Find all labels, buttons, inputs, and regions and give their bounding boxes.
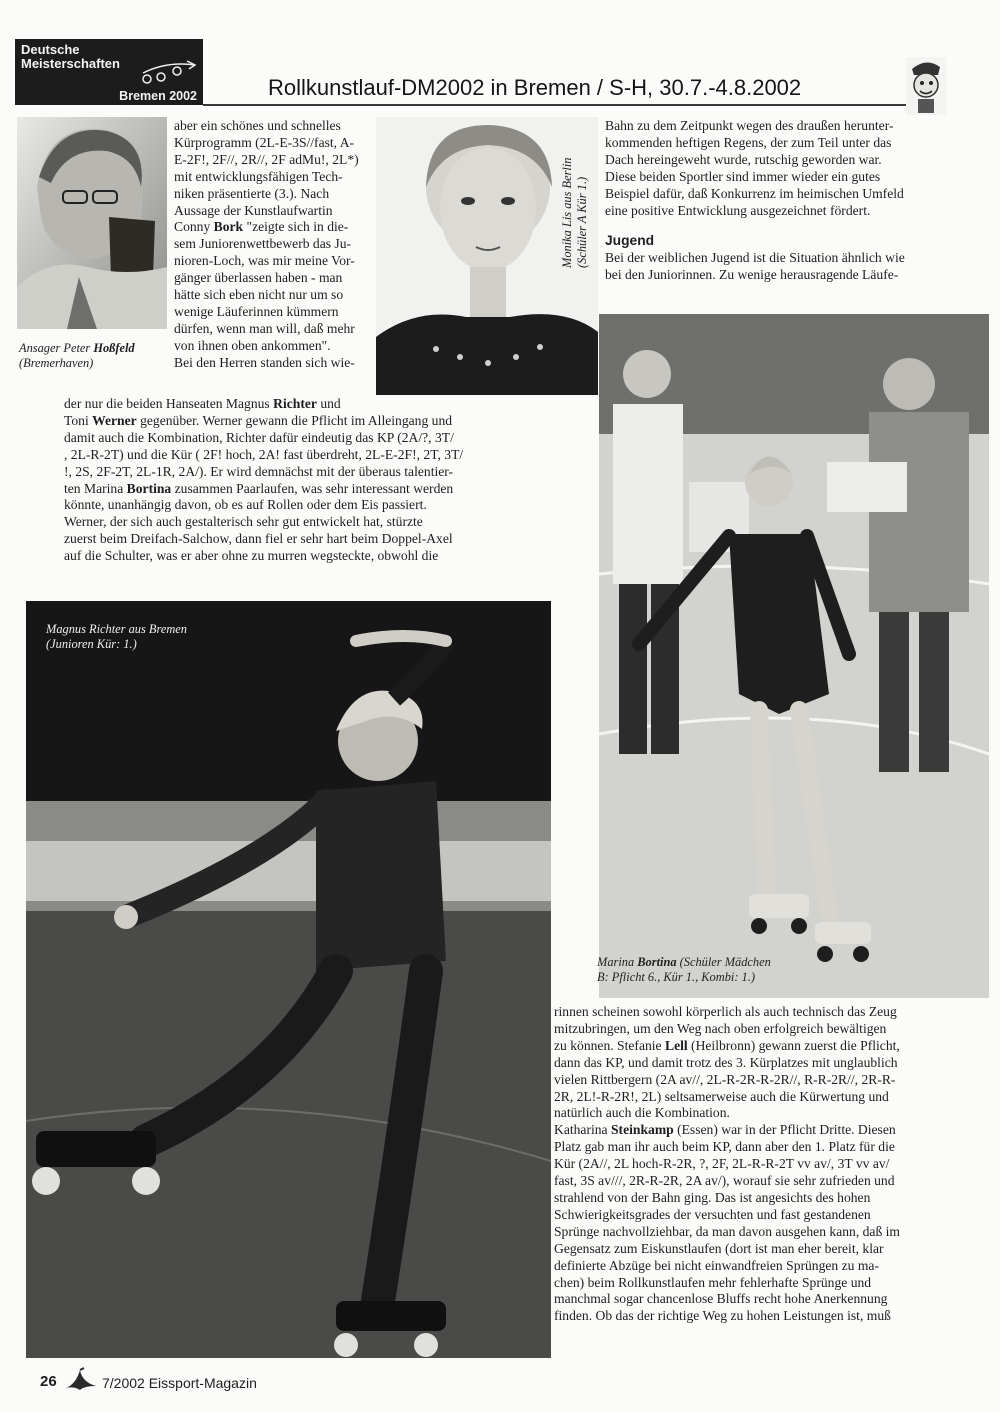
text-line: Gegensatz zum Eiskunstlaufen (dort ist man eher bereit, klar	[554, 1240, 884, 1256]
text-line: nioren-Loch, was mir meine Vor-	[174, 253, 355, 269]
text-line: Kür (2A//, 2L hoch-R-2R, ?, 2F, 2L-R-R-2T vv av/, 3T vv av/	[554, 1156, 890, 1172]
text-fragment: und	[316, 396, 341, 411]
article-column-bottom	[554, 1004, 934, 1325]
article-column-1	[174, 118, 370, 372]
text-line: Schwierigkeitsgrades der versuchten und fast gestandenen	[554, 1206, 871, 1222]
text-line: hätte sich eben nicht nur um so	[174, 287, 344, 303]
badge-line-1: Deutsche	[21, 42, 80, 57]
text-line: niken präsentierte (3.). Nach	[174, 185, 330, 201]
badge-line-3: Bremen 2002	[119, 89, 197, 103]
text-line	[554, 1122, 934, 1139]
text-line: manchmal sogar chancenlose Bluffs recht hohe Anerkennung	[554, 1291, 888, 1307]
text-line: mit entwicklungsfähigen Tech-	[174, 168, 343, 184]
caption-text: Monika Lis aus Berlin	[560, 157, 574, 268]
person-name: Steinkamp	[611, 1122, 674, 1138]
text-line: aber ein schönes und schnelles	[174, 118, 341, 133]
text-line: damit auch die Kombination, Richter dafür eindeutig das KP (2A/?, 3T/	[64, 429, 454, 445]
text-line: E-2F!, 2F//, 2R//, 2F adMu!, 2L*)	[174, 151, 359, 167]
text-line: Bei der weiblichen Jugend ist die Situation ähnlich wie	[605, 250, 905, 266]
person-name: Richter	[273, 396, 317, 411]
herren-paragraph	[64, 396, 494, 565]
text-line: natürlich auch die Kombination.	[554, 1105, 730, 1121]
text-line	[174, 219, 370, 236]
caption-text: (Junioren Kür: 1.)	[46, 637, 137, 651]
text-line: Sprünge nachvollziehbar, da man davon ausgehen kann, daß im	[554, 1223, 900, 1239]
section-heading: Jugend	[605, 233, 655, 249]
text-line: Werner, der sich auch gestalterisch sehr gut entwickelt hat, stürzte	[64, 514, 423, 530]
announcer-caption	[19, 341, 169, 371]
marina-photo	[599, 314, 989, 998]
text-line	[64, 481, 494, 498]
caption-text: Magnus Richter aus Bremen	[46, 622, 187, 636]
text-line: Bei den Herren standen sich wie-	[174, 354, 355, 370]
person-name: Werner	[92, 412, 137, 428]
text-line	[64, 413, 494, 430]
text-fragment: (Essen) war in der Pflicht Dritte. Diesen	[673, 1122, 896, 1138]
monika-caption	[560, 128, 596, 268]
badge-line-2: Meisterschaften	[21, 56, 120, 71]
text-line: definierte Abzüge bei nicht einwandfreien Sprüngen zu ma-	[554, 1257, 879, 1273]
caption-name: Hoßfeld	[93, 341, 135, 355]
text-line: Beispiel dafür, daß Konkurrenz im heimischen Umfeld	[605, 185, 904, 201]
magnus-photo	[26, 601, 551, 1358]
mascot-icon	[906, 57, 946, 115]
text-line: 2R, 2L!-R-2R!, 2L) seltsamerweise auch die Kürwertung und	[554, 1088, 889, 1104]
article-column-right	[605, 118, 935, 284]
caption-text: (Bremerhaven)	[19, 356, 94, 370]
headline: Rollkunstlauf-DM2002 in Bremen / S-H, 30.7.-4.8.2002	[268, 75, 802, 100]
text-line: mitzubringen, um den Weg nach oben erfolgreich bewältigen	[554, 1020, 887, 1036]
text-fragment: Toni	[64, 412, 93, 428]
page-number: 26	[40, 1373, 57, 1390]
magnus-caption	[46, 622, 286, 652]
person-name: Bortina	[126, 480, 172, 496]
text-line: kommenden heftigen Regens, der zum Teil unter das	[605, 134, 892, 150]
caption-text: (Schüler Mädchen	[676, 955, 771, 969]
text-line: sem Juniorenwettbewerb das Ju-	[174, 236, 352, 252]
text-fragment: zu können.	[554, 1037, 614, 1053]
text-line: dürfen, wenn man will, daß mehr	[174, 320, 355, 336]
person-name: Bork	[213, 219, 244, 235]
text-line	[64, 396, 494, 413]
text-line: Platz gab man ihr auch beim KP, dann aber den 1. Platz für die	[554, 1139, 895, 1155]
text-line: bei den Juniorinnen. Zu wenige herausragende Läufe-	[605, 267, 899, 283]
text-fragment: ten Marina	[64, 480, 127, 496]
person-name: Lell	[665, 1037, 688, 1053]
badge-title	[21, 43, 120, 71]
announcer-photo	[17, 117, 167, 329]
text-fragment: Katharina	[554, 1122, 611, 1138]
text-line: von ihnen oben ankommen".	[174, 337, 331, 353]
text-fragment: Conny	[174, 219, 214, 235]
text-fragment: (Heilbronn) gewann zuerst die Pflicht,	[687, 1037, 900, 1053]
event-badge	[15, 39, 203, 105]
caption-text: B: Pflicht 6., Kür 1., Kombi: 1.)	[597, 970, 755, 984]
caption-text: Marina	[597, 955, 638, 969]
text-line: finden. Ob das der richtige Weg zu hohen Leistungen ist, muß	[554, 1308, 891, 1324]
text-line: gänger überlassen haben - man	[174, 270, 343, 286]
text-fragment: "zeigte sich in die-	[243, 219, 349, 235]
text-line: könnte, unanhängig davon, ob es auf Rollen oder dem Eis passiert.	[64, 497, 427, 513]
text-line: vielen Rittbergern (2A av//, 2L-R-2R-R-2R//, R-R-2R//, 2R-R-	[554, 1071, 896, 1087]
text-line: dann das KP, und damit trotz des 3. Kürplatzes mit unglaublich	[554, 1054, 898, 1070]
text-line: chen) beim Rollkunstlaufen mehr fehlerhafte Sprünge und	[554, 1274, 872, 1290]
text-line: , 2L-R-2T) und die Kür ( 2F! hoch, 2A! fast überdreht, 2L-E-2F!, 2T, 3T/	[64, 446, 464, 462]
text-line: fast, 3S av///, 2R-R-2R, 2A av/), worauf sie sehr zufrieden und	[554, 1173, 895, 1189]
text-line: Dach hereingeweht wurde, rutschig geworden war.	[605, 151, 882, 167]
text-line	[554, 1038, 934, 1055]
text-line: auf die Schulter, was er aber ohne zu murren wegsteckte, obwohl die	[64, 548, 439, 564]
text-line: Bahn zu dem Zeitpunkt wegen des draußen herunter-	[605, 118, 894, 133]
text-line: rinnen scheinen sowohl körperlich als auch technisch das Zeug	[554, 1004, 897, 1019]
text-fragment: der nur die beiden Hanseaten Magnus	[64, 396, 274, 411]
text-fragment: zusammen Paarlaufen, was sehr interessant werden	[171, 480, 454, 496]
text-line: eine positive Entwicklung ausgezeichnet fördert.	[605, 202, 871, 218]
marina-caption	[597, 955, 807, 985]
text-line: Diese beiden Sportler sind immer wieder ein gutes	[605, 168, 881, 184]
text-line: wenige Läuferinnen kümmern	[174, 303, 339, 319]
issue-label: 7/2002 Eissport-Magazin	[102, 1375, 257, 1391]
caption-name: Bortina	[637, 955, 677, 969]
headline-rule	[203, 104, 913, 106]
text-fragment: gegenüber. Werner gewann die Pflicht im Alleingang und	[136, 412, 453, 428]
text-fragment: Stefanie	[613, 1037, 665, 1053]
text-line: strahlend von der Bahn ging. Das ist angesichts des hohen	[554, 1189, 871, 1205]
text-line: Aussage der Kunstlaufwartin	[174, 202, 333, 218]
text-line: !, 2S, 2F-2T, 2L-1R, 2A/). Er wird demnächst mit der überaus talentier-	[64, 463, 454, 479]
text-line: zuerst beim Dreifach-Salchow, dann fiel er sehr hart beim Doppel-Axel	[64, 531, 453, 547]
bird-logo-icon	[64, 1366, 98, 1392]
caption-text: (Schüler A Kür 1.)	[575, 176, 589, 268]
skates-icon	[137, 57, 199, 87]
caption-text: Ansager Peter	[19, 341, 94, 355]
text-line: Kürprogramm (2L-E-3S//fast, A-	[174, 134, 355, 150]
